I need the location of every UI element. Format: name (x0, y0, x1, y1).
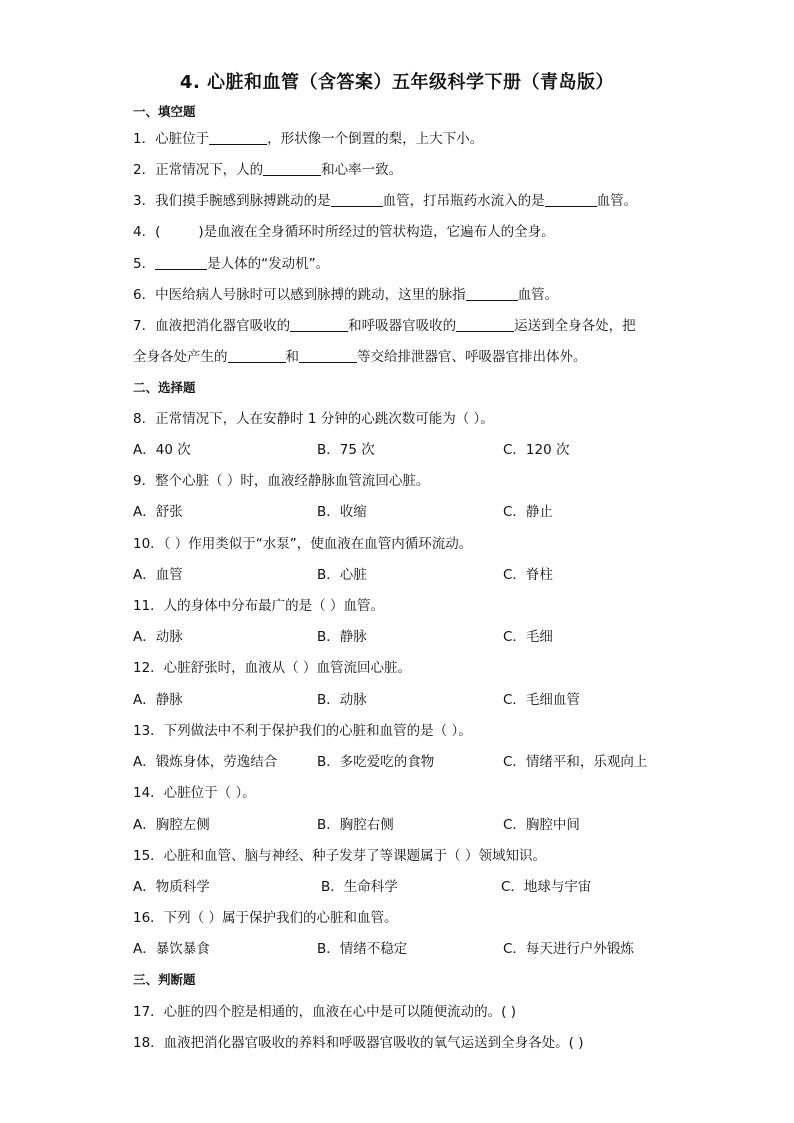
choice-options (133, 503, 693, 521)
option-b[interactable]: B．情绪不稳定 (317, 941, 408, 957)
choice-options (133, 940, 693, 958)
choice-stem: 11．人的身体中分布最广的是（ ）血管。 (133, 598, 384, 614)
option-c[interactable]: C．120 次 (503, 442, 570, 458)
question-text: 全身各处产生的 (133, 349, 228, 365)
question-text: 和 (285, 349, 299, 365)
choice-options (133, 878, 693, 896)
question-text: 和呼吸器官吸收的 (348, 318, 457, 334)
answer-blank[interactable] (331, 192, 383, 207)
choice-stem: 13．下列做法中不利于保护我们的心脏和血管的是（ ）。 (133, 723, 472, 739)
option-a[interactable]: A．动脉 (133, 629, 183, 645)
question-text: 5． (133, 256, 156, 272)
option-c[interactable]: C．脊柱 (503, 567, 553, 583)
question-text: 3．我们摸手腕感到脉搏跳动的是 (133, 193, 331, 209)
option-a[interactable]: A．胸腔左侧 (133, 817, 210, 833)
option-b[interactable]: B．多吃爱吃的食物 (317, 754, 435, 770)
option-c[interactable]: C．地球与宇宙 (501, 879, 592, 895)
option-c[interactable]: C．情绪平和，乐观向上 (503, 754, 648, 770)
option-a[interactable]: A．舒张 (133, 504, 183, 520)
answer-blank[interactable] (456, 317, 514, 332)
choice-options (133, 441, 693, 459)
question-text: 是人体的“发动机”。 (207, 256, 330, 272)
option-a[interactable]: A．锻炼身体，劳逸结合 (133, 754, 278, 770)
question-6 (133, 286, 558, 304)
question-text: )是血液在全身循环时所经过的管状构造，它遍布人的全身。 (198, 224, 555, 240)
page-title: 4. 心脏和血管（含答案）五年级科学下册（青岛版） (179, 72, 615, 93)
section-choice-heading: 二、选择题 (133, 380, 196, 395)
choice-stem: 12．心脏舒张时，血液从（ ）血管流回心脏。 (133, 660, 411, 676)
choice-options (133, 816, 693, 834)
choice-options (133, 691, 693, 709)
judge-question: 18．血液把消化器官吸收的养料和呼吸器官吸收的氧气运送到全身各处。( ) (133, 1035, 584, 1051)
option-c[interactable]: C．胸腔中间 (503, 817, 580, 833)
question-text: 血管。 (517, 287, 559, 303)
choice-options (133, 628, 693, 646)
answer-blank[interactable] (299, 348, 357, 363)
choice-stem: 8．正常情况下，人在安静时 1 分钟的心跳次数可能为（ ）。 (133, 411, 494, 427)
judge-question: 17．心脏的四个腔是相通的，血液在心中是可以随便流动的。( ) (133, 1004, 517, 1020)
option-b[interactable]: B．动脉 (317, 692, 367, 708)
answer-blank[interactable] (290, 317, 348, 332)
answer-blank[interactable] (155, 255, 207, 270)
choice-options (133, 566, 693, 584)
question-text: 血管。 (596, 193, 638, 209)
question-text: 运送到全身各处，把 (514, 318, 636, 334)
question-text: 4．( (133, 224, 161, 240)
choice-stem: 16．下列（ ）属于保护我们的心脏和血管。 (133, 910, 398, 926)
option-b[interactable]: B．75 次 (317, 442, 375, 458)
choice-stem: 14．心脏位于（ ）。 (133, 785, 256, 801)
option-a[interactable]: A．暴饮暴食 (133, 941, 210, 957)
choice-stem: 15．心脏和血管、脑与神经、种子发芽了等课题属于（ ）领域知识。 (133, 848, 546, 864)
option-a[interactable]: A．物质科学 (133, 879, 210, 895)
question-7-continued (133, 348, 587, 366)
option-a[interactable]: A．血管 (133, 567, 183, 583)
answer-blank[interactable] (228, 348, 286, 363)
choice-options (133, 753, 693, 771)
question-text: 7．血液把消化器官吸收的 (133, 318, 291, 334)
option-c[interactable]: C．毛细血管 (503, 692, 580, 708)
question-text: 1．心脏位于 (133, 131, 210, 147)
question-text: 血管，打吊瓶药水流入的是 (382, 193, 545, 209)
question-3 (133, 192, 637, 210)
option-a[interactable]: A．40 次 (133, 442, 191, 458)
question-5 (133, 255, 329, 273)
option-a[interactable]: A．静脉 (133, 692, 183, 708)
option-c[interactable]: C．毛细 (503, 629, 553, 645)
question-text: 2．正常情况下，人的 (133, 162, 264, 178)
section-judge-heading: 三、判断题 (133, 972, 196, 987)
answer-blank[interactable] (209, 130, 267, 145)
answer-blank[interactable] (466, 286, 518, 301)
option-b[interactable]: B．胸腔右侧 (317, 817, 394, 833)
question-text: 等交给排泄器官、呼吸器官排出体外。 (357, 349, 587, 365)
option-b[interactable]: B．收缩 (317, 504, 367, 520)
question-4 (133, 223, 555, 241)
answer-blank[interactable] (263, 161, 321, 176)
question-text: 6．中医给病人号脉时可以感到脉搏的跳动，这里的脉指 (133, 287, 466, 303)
option-c[interactable]: C．静止 (503, 504, 553, 520)
question-2 (133, 161, 402, 179)
section-fill-heading: 一、填空题 (133, 104, 196, 119)
option-b[interactable]: B．静脉 (317, 629, 367, 645)
question-7 (133, 317, 636, 335)
answer-blank[interactable] (545, 192, 597, 207)
choice-stem: 10．（ ）作用类似于“水泵”，使血液在血管内循环流动。 (133, 536, 473, 552)
option-c[interactable]: C．每天进行户外锻炼 (503, 941, 634, 957)
question-1 (133, 130, 483, 148)
question-text: ，形状像一个倒置的梨，上大下小。 (267, 131, 484, 147)
choice-stem: 9．整个心脏（ ）时，血液经静脉血管流回心脏。 (133, 473, 430, 489)
option-b[interactable]: B．心脏 (317, 567, 367, 583)
option-b[interactable]: B．生命科学 (321, 879, 398, 895)
question-text: 和心率一致。 (321, 162, 403, 178)
